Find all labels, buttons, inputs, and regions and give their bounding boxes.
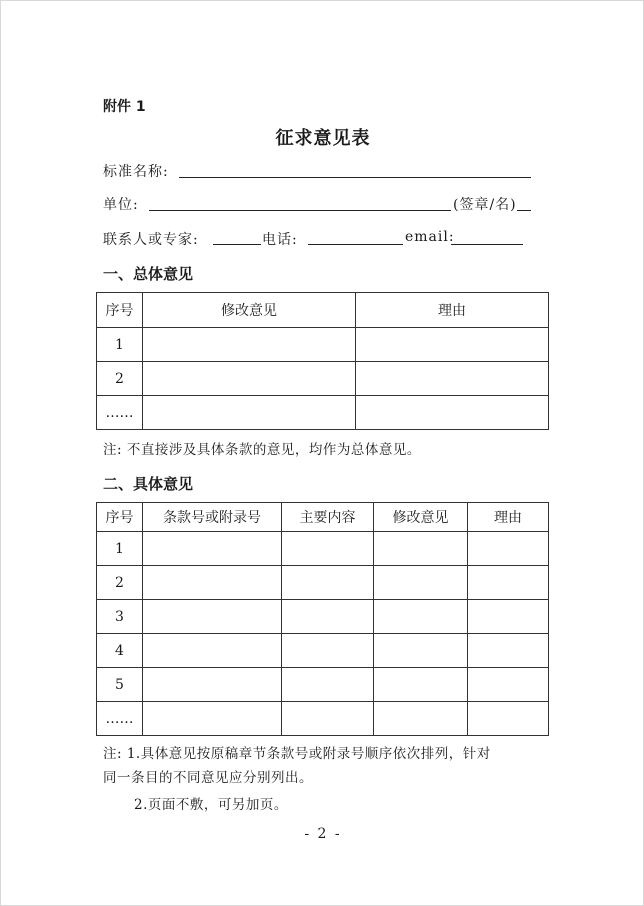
table-row xyxy=(97,328,549,362)
clause-cell[interactable] xyxy=(143,702,282,736)
header-content: 主要内容 xyxy=(282,503,374,532)
clause-cell[interactable] xyxy=(143,634,282,668)
header-index: 序号 xyxy=(97,293,143,328)
contact-line[interactable] xyxy=(213,244,261,245)
header-clause: 条款号或附录号 xyxy=(143,503,282,532)
section1-note: 注: 不直接涉及具体条款的意见，均作为总体意见。 xyxy=(103,442,421,458)
header-modification: 修改意见 xyxy=(143,293,356,328)
content-cell[interactable] xyxy=(282,532,374,566)
modification-cell[interactable] xyxy=(374,600,468,634)
content-cell[interactable] xyxy=(282,634,374,668)
table-row xyxy=(97,396,549,430)
modification-cell[interactable] xyxy=(374,566,468,600)
modification-cell[interactable] xyxy=(143,362,356,396)
row-index: 2 xyxy=(97,362,143,396)
clause-cell[interactable] xyxy=(143,566,282,600)
content-cell[interactable] xyxy=(282,702,374,736)
table-row xyxy=(97,702,549,736)
standard-name-line[interactable] xyxy=(179,177,531,178)
email-line[interactable] xyxy=(451,244,523,245)
table-header-row xyxy=(97,503,549,532)
section1-heading: 一、总体意见 xyxy=(103,265,194,283)
modification-cell[interactable] xyxy=(374,702,468,736)
reason-cell[interactable] xyxy=(356,362,549,396)
row-index: 2 xyxy=(97,566,143,600)
table-row xyxy=(97,362,549,396)
section2-note-line3: 2.页面不敷，可另加页。 xyxy=(134,797,288,813)
modification-cell[interactable] xyxy=(374,532,468,566)
content-cell[interactable] xyxy=(282,566,374,600)
section2-note-line1: 注: 1.具体意见按原稿章节条款号或附录号顺序依次排列，针对 xyxy=(103,746,491,762)
content-cell[interactable] xyxy=(282,600,374,634)
table-row xyxy=(97,600,549,634)
row-index: 3 xyxy=(97,600,143,634)
attachment-label: 附件 1 xyxy=(103,99,146,115)
modification-cell[interactable] xyxy=(374,668,468,702)
table-header-row xyxy=(97,293,549,328)
seal-hint: (签章/名) xyxy=(451,194,517,214)
table-row xyxy=(97,566,549,600)
general-opinion-table xyxy=(96,292,549,430)
modification-cell[interactable] xyxy=(143,328,356,362)
contact-label: 联系人或专家: xyxy=(103,232,199,248)
reason-cell[interactable] xyxy=(468,634,549,668)
reason-cell[interactable] xyxy=(468,532,549,566)
phone-label: 电话: xyxy=(262,232,298,248)
email-label: email: xyxy=(405,229,455,245)
reason-cell[interactable] xyxy=(468,566,549,600)
clause-cell[interactable] xyxy=(143,600,282,634)
phone-line[interactable] xyxy=(308,244,403,245)
reason-cell[interactable] xyxy=(468,668,549,702)
row-index: 1 xyxy=(97,532,143,566)
row-index: …… xyxy=(97,702,143,736)
table-row xyxy=(97,532,549,566)
header-reason: 理由 xyxy=(468,503,549,532)
section2-note-line2: 同一条目的不同意见应分别列出。 xyxy=(103,770,313,786)
header-modification: 修改意见 xyxy=(374,503,468,532)
page-number: - 2 - xyxy=(304,826,342,842)
clause-cell[interactable] xyxy=(143,668,282,702)
clause-cell[interactable] xyxy=(143,532,282,566)
table-row xyxy=(97,668,549,702)
reason-cell[interactable] xyxy=(468,600,549,634)
header-index: 序号 xyxy=(97,503,143,532)
content-cell[interactable] xyxy=(282,668,374,702)
row-index: 1 xyxy=(97,328,143,362)
form-title: 征求意见表 xyxy=(275,128,371,149)
row-index: 4 xyxy=(97,634,143,668)
specific-opinion-table xyxy=(96,502,549,736)
section2-heading: 二、具体意见 xyxy=(103,475,194,493)
unit-label: 单位: xyxy=(103,197,139,213)
reason-cell[interactable] xyxy=(356,328,549,362)
modification-cell[interactable] xyxy=(143,396,356,430)
standard-name-label: 标准名称: xyxy=(103,164,169,180)
header-reason: 理由 xyxy=(356,293,549,328)
row-index: 5 xyxy=(97,668,143,702)
reason-cell[interactable] xyxy=(356,396,549,430)
modification-cell[interactable] xyxy=(374,634,468,668)
row-index: …… xyxy=(97,396,143,430)
table-row xyxy=(97,634,549,668)
reason-cell[interactable] xyxy=(468,702,549,736)
